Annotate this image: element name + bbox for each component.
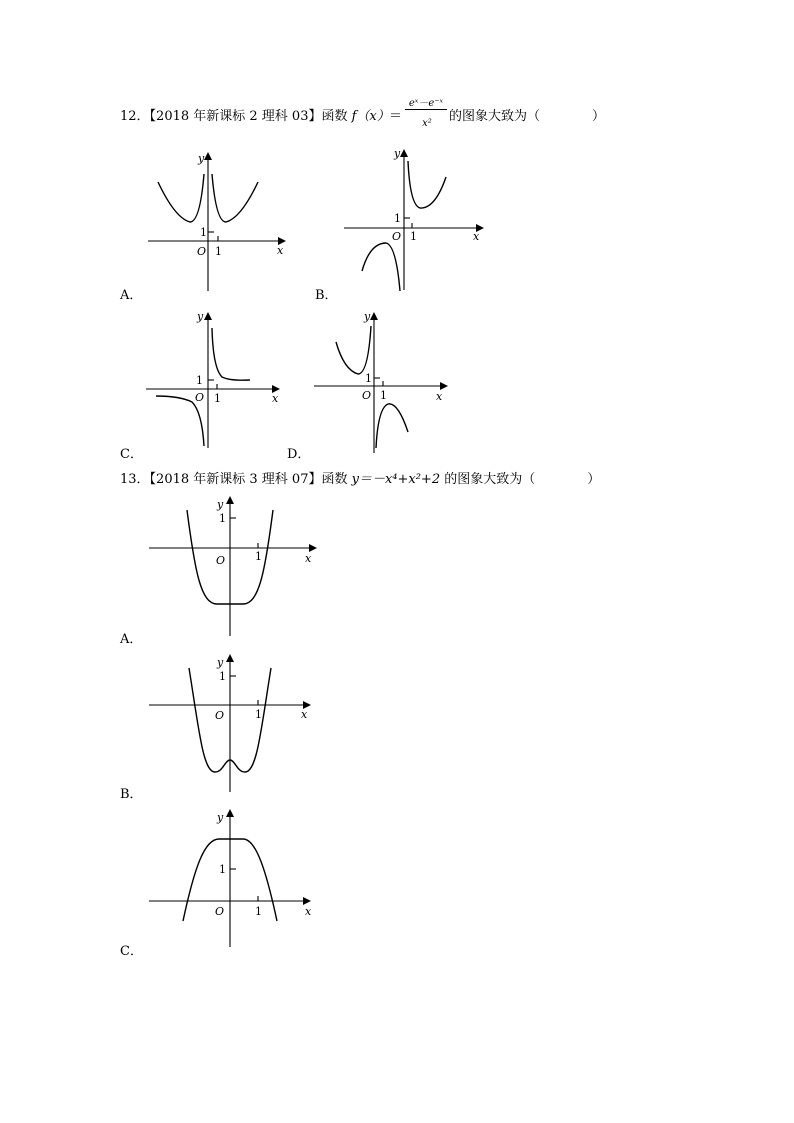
q12-graph-d — [310, 308, 460, 456]
x-label: x — [277, 244, 284, 257]
q12-graph-b — [340, 145, 490, 293]
one-y-label: 1 — [219, 512, 226, 525]
y-arrow-icon — [204, 312, 212, 320]
curve-left — [336, 326, 371, 374]
one-y-label: 1 — [219, 670, 226, 683]
q13-suffix: 的图象大致为（ ） — [440, 472, 601, 487]
q13-func: y＝－x⁴+x²+2 — [351, 472, 441, 487]
curve-right — [408, 161, 446, 208]
origin-label: O — [197, 245, 207, 258]
origin-label: O — [216, 554, 226, 567]
q12-stem — [120, 110, 390, 123]
q12-option-c[interactable]: C． — [120, 447, 143, 462]
curve-left — [362, 243, 400, 291]
y-arrow-icon — [226, 496, 234, 504]
y-label: y — [197, 310, 204, 323]
curve-right — [376, 404, 408, 448]
q12-option-a[interactable]: A． — [120, 288, 143, 303]
q12-option-d[interactable]: D． — [287, 447, 311, 462]
x-arrow-icon — [303, 897, 311, 905]
one-x-label: 1 — [215, 245, 222, 258]
q13-option-a[interactable]: A． — [120, 632, 143, 647]
y-label: y — [394, 147, 401, 160]
q13-option-b[interactable]: B． — [120, 787, 143, 802]
q12-prefix: 12．【2018 年新课标 2 理科 03】函数 — [120, 109, 352, 124]
y-arrow-icon — [400, 149, 408, 157]
origin-label: O — [392, 230, 402, 243]
x-label: x — [301, 708, 308, 721]
y-label: y — [364, 310, 371, 323]
y-label: y — [217, 656, 224, 669]
y-arrow-icon — [226, 809, 234, 817]
q12-fraction-bar — [405, 109, 447, 110]
one-y-label: 1 — [365, 372, 372, 385]
y-label: y — [217, 811, 224, 824]
q12-func: f（x） — [351, 109, 390, 124]
q13-graph-b — [145, 650, 325, 796]
one-y-label: 1 — [196, 374, 203, 387]
y-arrow-icon — [204, 152, 212, 160]
one-x-label: 1 — [380, 389, 387, 402]
one-y-label: 1 — [200, 226, 207, 239]
curve-right — [212, 174, 258, 222]
origin-label: O — [215, 709, 225, 722]
y-arrow-icon — [226, 654, 234, 662]
y-arrow-icon — [370, 312, 378, 320]
q12-equals: ＝ — [389, 109, 403, 124]
q13-stem — [120, 473, 600, 486]
one-x-label: 1 — [255, 550, 262, 563]
curve-left — [158, 174, 204, 222]
q12-denominator: x² — [422, 118, 432, 129]
one-x-label: 1 — [255, 708, 262, 721]
q12-option-b[interactable]: B． — [315, 288, 338, 303]
x-arrow-icon — [440, 382, 448, 390]
q13-graph-c — [145, 805, 325, 951]
q12-graph-c — [140, 308, 290, 456]
curve-right — [212, 328, 250, 380]
origin-label: O — [362, 389, 372, 402]
one-x-label: 1 — [410, 230, 417, 243]
x-label: x — [272, 392, 279, 405]
q13-prefix: 13．【2018 年新课标 3 理科 07】函数 — [120, 472, 352, 487]
x-label: x — [305, 552, 312, 565]
y-label: y — [217, 498, 224, 511]
x-label: x — [436, 390, 443, 403]
origin-label: O — [215, 905, 225, 918]
one-y-label: 1 — [394, 212, 401, 225]
q12-numerator: eˣ－e⁻ˣ — [408, 98, 444, 109]
x-label: x — [473, 230, 480, 243]
one-y-label: 1 — [219, 863, 226, 876]
q12-graph-a — [140, 148, 290, 296]
origin-label: O — [195, 391, 205, 404]
q13-option-c[interactable]: C． — [120, 944, 143, 959]
one-x-label: 1 — [255, 905, 262, 918]
q13-graph-a — [145, 492, 325, 638]
q12-suffix: 的图象大致为（ ） — [449, 109, 606, 124]
one-x-label: 1 — [214, 392, 221, 405]
x-arrow-icon — [309, 544, 317, 552]
y-label: y — [198, 152, 205, 165]
x-label: x — [305, 905, 312, 918]
